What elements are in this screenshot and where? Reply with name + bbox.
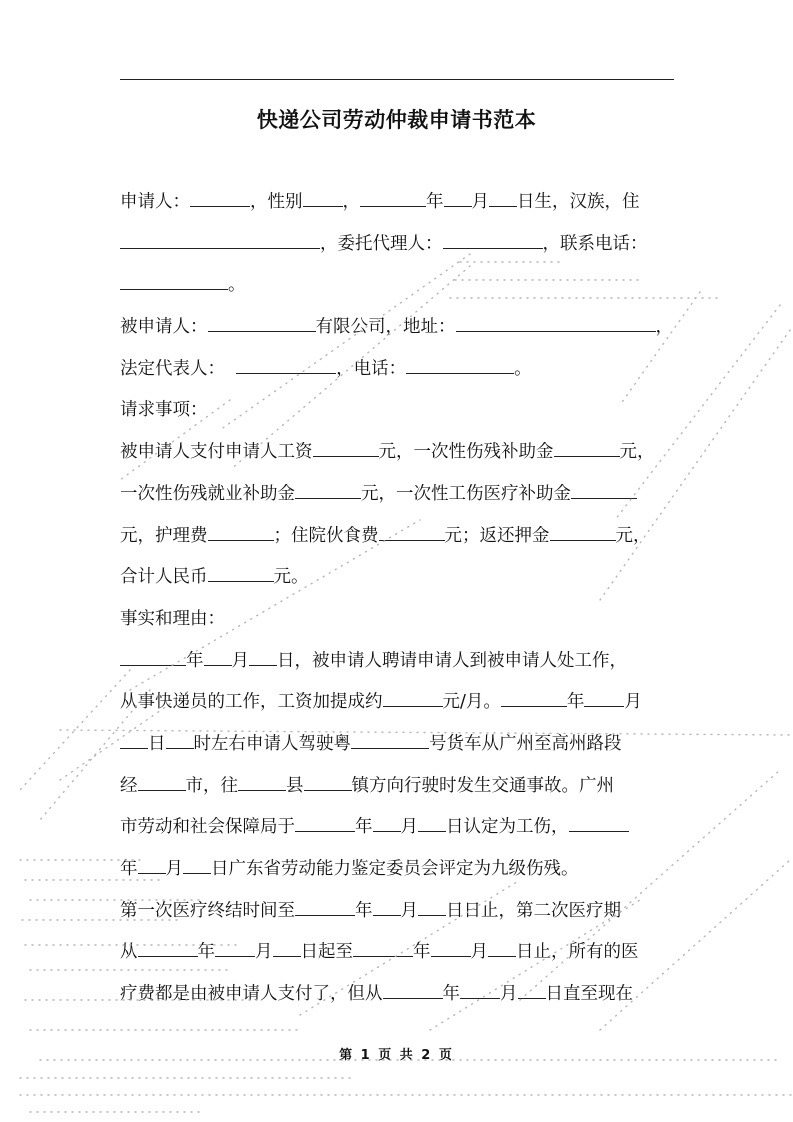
blank-field — [313, 436, 379, 457]
blank-field — [379, 520, 445, 541]
text-line: 第一次医疗终结时间至 年 月 日日止，第二次医疗期 — [120, 891, 680, 933]
blank-field — [418, 895, 446, 916]
blank-field — [554, 436, 620, 457]
blank-field — [444, 186, 472, 207]
blank-field — [236, 353, 336, 374]
blank-field — [501, 686, 567, 707]
blank-field — [353, 936, 413, 957]
text-line: 申请人： ，性别 ， 年 月 日生，汉族，住 — [120, 182, 680, 224]
text-line: 。 — [120, 265, 680, 307]
blank-field — [518, 978, 546, 999]
blank-field — [273, 936, 301, 957]
blank-field — [460, 978, 500, 999]
blank-field — [204, 645, 232, 666]
blank-field — [443, 228, 543, 249]
blank-field — [208, 311, 316, 332]
text-line: 经 市，往 县 镇方向行驶时发生交通事故。广州 — [120, 766, 680, 808]
blank-field — [120, 228, 320, 249]
section-heading: 事实和理由： — [120, 608, 225, 629]
blank-field — [295, 478, 361, 499]
text-line: 被申请人支付申请人工资 元，一次性伤残补助金 元， — [120, 432, 680, 474]
blank-field — [406, 353, 514, 374]
blank-field — [166, 728, 194, 749]
blank-field — [431, 936, 471, 957]
blank-field — [120, 269, 228, 290]
text-line: 合计人民币 元。 — [120, 557, 680, 599]
blank-field — [303, 186, 343, 207]
blank-field — [208, 520, 274, 541]
text-line: 从事快递员的工作，工资加提成约 元/月。 年 月 — [120, 682, 680, 724]
text-line: 从 年 月 日起至 年 月 日止，所有的医 — [120, 932, 680, 974]
blank-field — [249, 645, 277, 666]
text-line: 日 时左右申请人驾驶粤 号货车从广州至高州路段 — [120, 724, 680, 766]
blank-field — [304, 770, 352, 791]
blank-field — [138, 936, 198, 957]
text-line: 一次性伤残就业补助金 元，一次性工伤医疗补助金 — [120, 474, 680, 516]
text-line: 年 月 日广东省劳动能力鉴定委员会评定为九级伤残。 — [120, 849, 680, 891]
blank-field — [120, 728, 148, 749]
blank-field — [295, 811, 355, 832]
blank-field — [190, 186, 250, 207]
blank-field — [295, 895, 355, 916]
blank-field — [208, 561, 274, 582]
document-body — [120, 182, 680, 1016]
text-line: 法定代表人： ，电话： 。 — [120, 349, 680, 391]
text-line: 市劳动和社会保障局于 年 月 日认定为工伤， — [120, 807, 680, 849]
blank-field — [138, 853, 166, 874]
blank-field — [351, 728, 429, 749]
text-line: 被申请人： 有限公司，地址： ， — [120, 307, 680, 349]
blank-field — [383, 978, 443, 999]
blank-field — [215, 936, 255, 957]
text-line: 疗费都是由被申请人支付了，但从 年 月 日直至现在 — [120, 974, 680, 1016]
blank-field — [383, 686, 443, 707]
section-heading: 请求事项： — [120, 400, 208, 421]
blank-field — [373, 811, 401, 832]
blank-field — [373, 895, 401, 916]
blank-field — [488, 936, 516, 957]
blank-field — [138, 770, 186, 791]
header-rule — [120, 79, 674, 80]
blank-field — [183, 853, 211, 874]
document-title: 快递公司劳动仲裁申请书范本 — [256, 108, 537, 132]
blank-field — [238, 770, 286, 791]
text-line: 年 月 日，被申请人聘请申请人到被申请人处工作， — [120, 641, 680, 683]
blank-field — [569, 811, 629, 832]
page-footer: 第 1 页 共 2 页 — [339, 1048, 454, 1063]
text-line: 元，护理费 ；住院伙食费 元；返还押金 元， — [120, 516, 680, 558]
blank-field — [418, 811, 446, 832]
text-line: ，委托代理人： ，联系电话： — [120, 224, 680, 266]
blank-field — [550, 520, 616, 541]
blank-field — [456, 311, 656, 332]
blank-field — [120, 645, 186, 666]
blank-field — [584, 686, 624, 707]
blank-field — [571, 478, 637, 499]
blank-field — [489, 186, 517, 207]
blank-field — [360, 186, 426, 207]
